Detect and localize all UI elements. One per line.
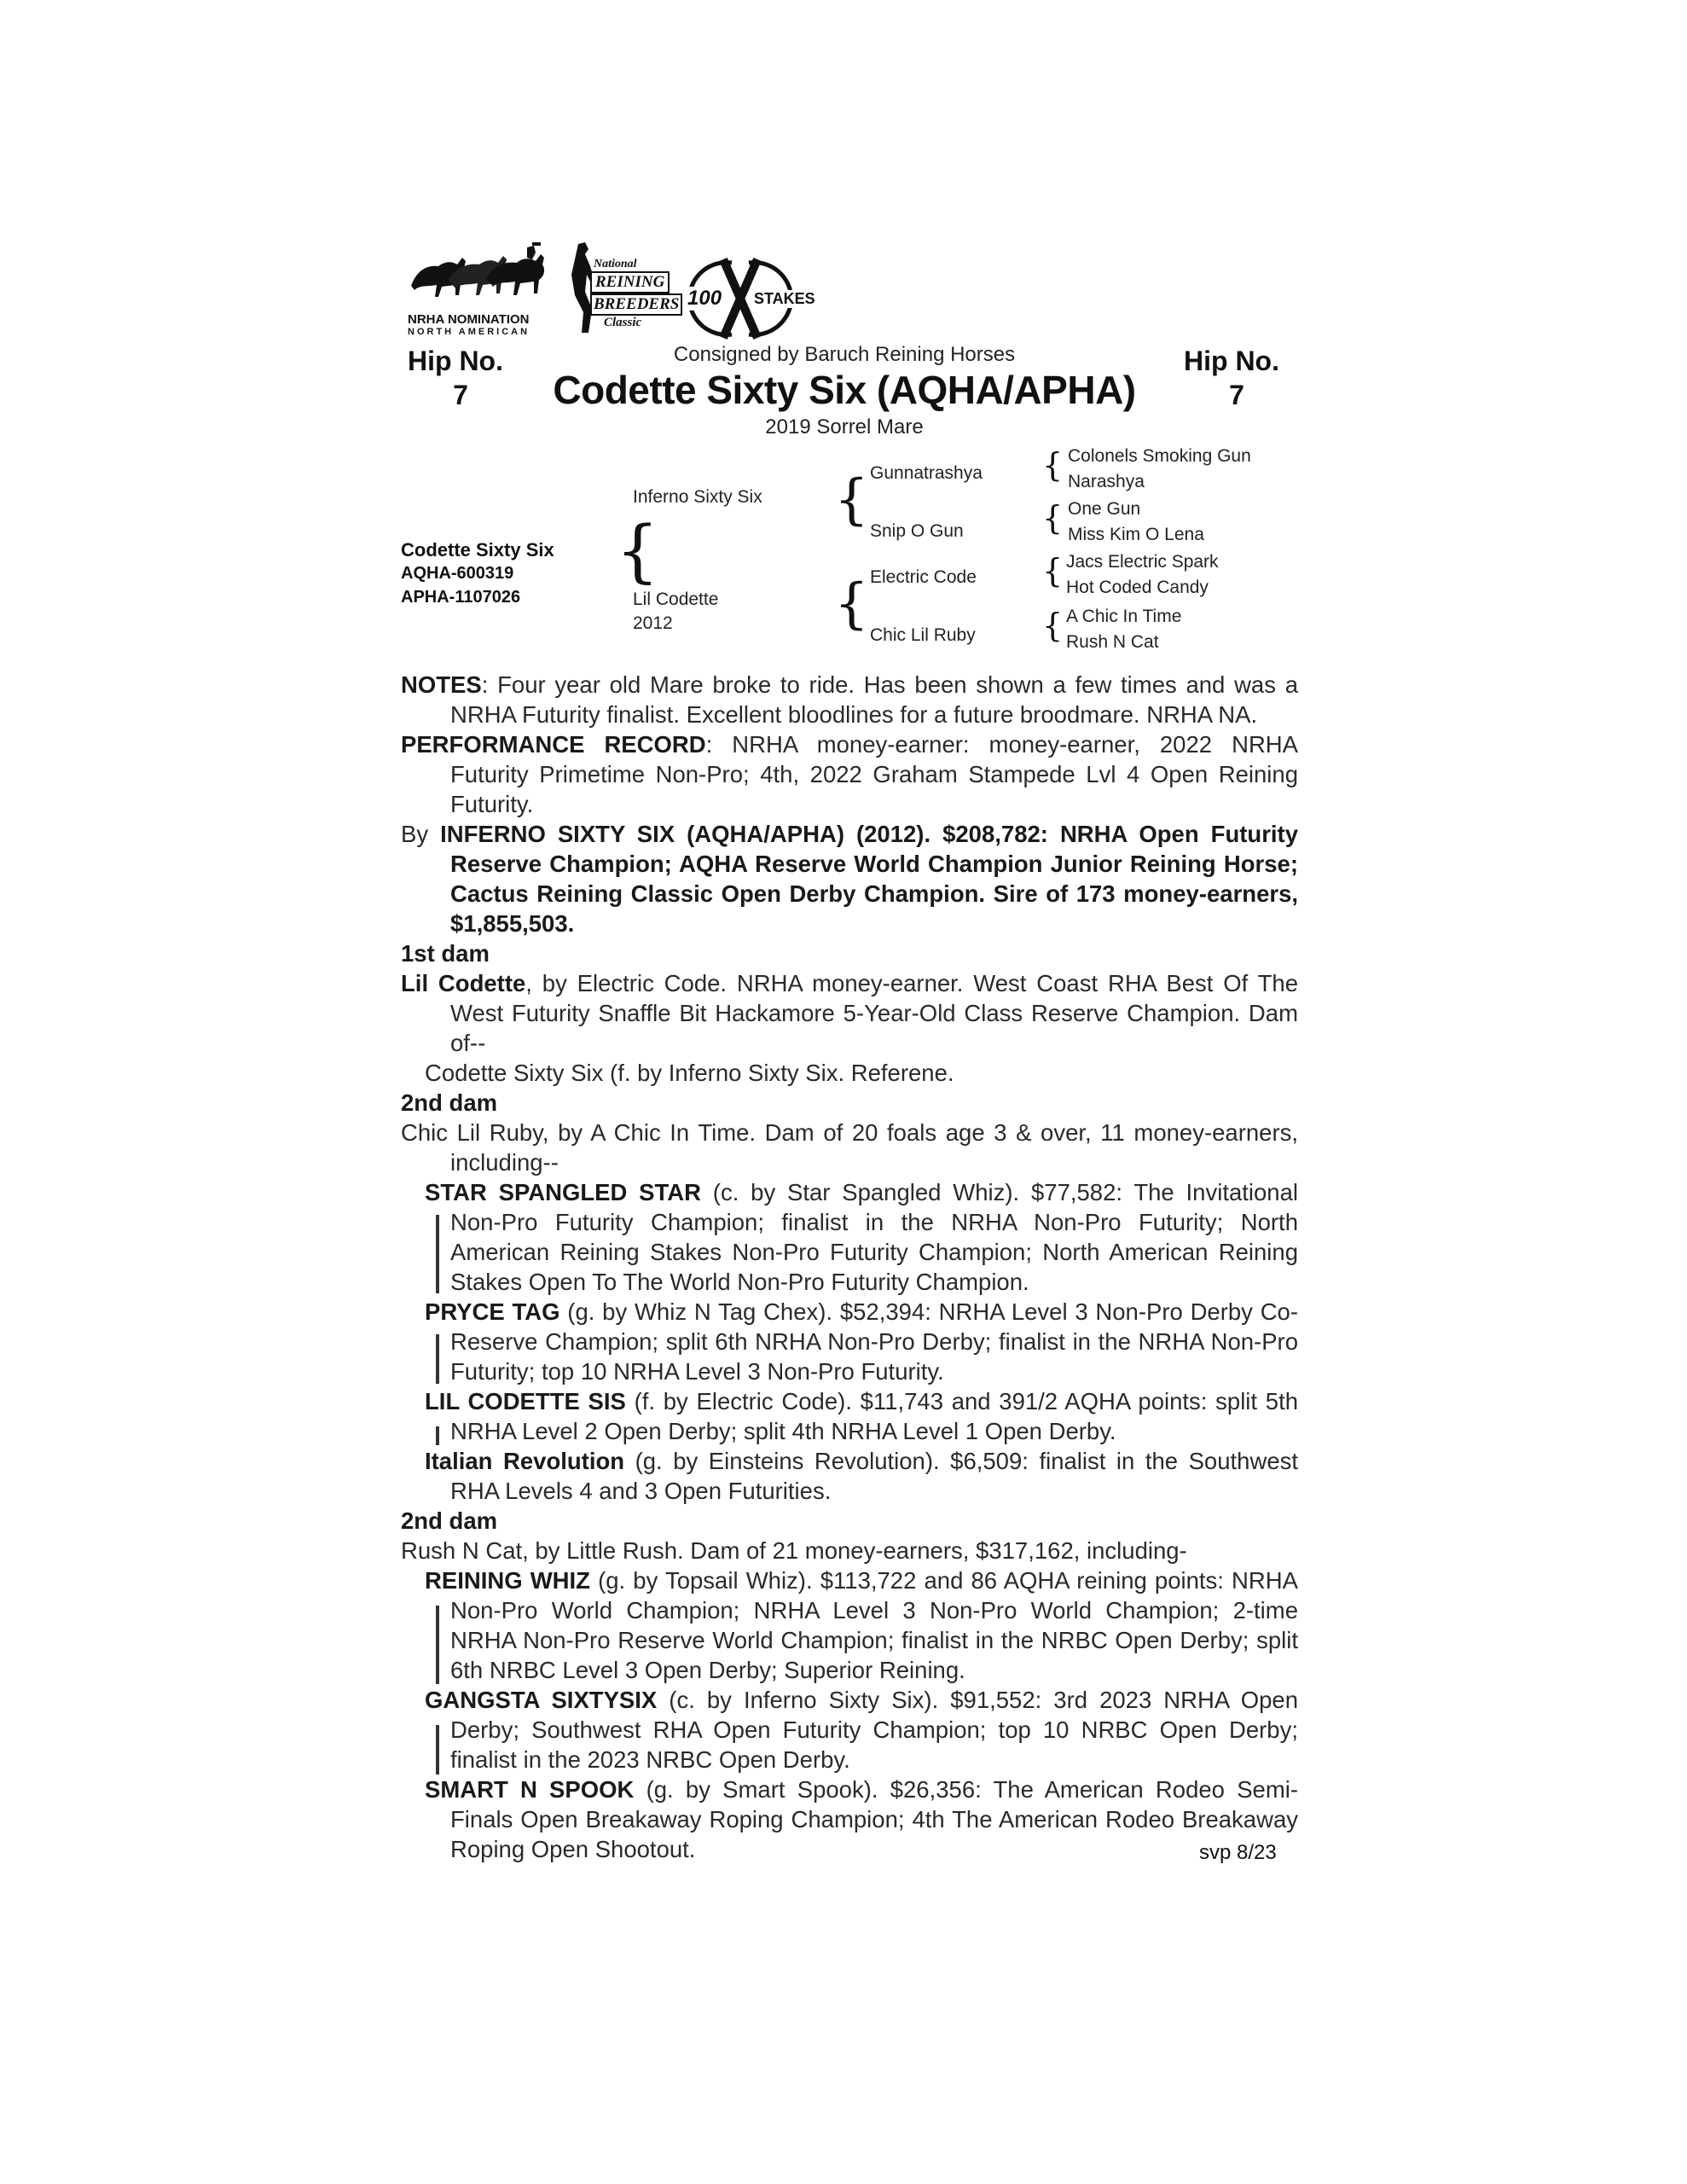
horses-silhouette-icon bbox=[408, 239, 559, 307]
offspring-entry bbox=[401, 1386, 1298, 1446]
pedigree-subject-name: Codette Sixty Six bbox=[401, 539, 554, 561]
offspring-entry bbox=[401, 1177, 1298, 1297]
consigned-by: Consigned by Baruch Reining Horses bbox=[673, 343, 1016, 366]
pedigree-sds: One Gun bbox=[1068, 499, 1141, 519]
pedigree-ssd: Narashya bbox=[1068, 472, 1145, 491]
pedigree-dd: Chic Lil Ruby bbox=[870, 625, 976, 645]
performance-label: PERFORMANCE RECORD bbox=[401, 731, 706, 758]
earner-bar bbox=[436, 1606, 439, 1684]
offspring-entry bbox=[401, 1774, 1298, 1864]
performance-paragraph bbox=[401, 729, 1298, 819]
second-dam-heading-1: 2nd dam bbox=[401, 1089, 498, 1116]
footer-code: svp 8/23 bbox=[1199, 1841, 1277, 1864]
offspring-text: (f. by Electric Code). $11,743 and 391/2 AQHA points: split 5th NRHA Level 2 Open Derby; split 4th NRHA Level 1 Open Derby. bbox=[450, 1388, 1298, 1444]
first-dam-paragraph bbox=[401, 968, 1298, 1058]
offspring-entry bbox=[401, 1297, 1298, 1386]
sire-text: INFERNO SIXTY SIX (AQHA/APHA) (2012). $208,782: NRHA Open Futurity Reserve Champion; AQHA Reserve World Champion Junior Reining Horse; Cactus Reining Classic Open Derby Champion. Sire of 173 money-earners, $1,855,503. bbox=[440, 821, 1298, 937]
pedigree-dss: Jacs Electric Spark bbox=[1066, 552, 1219, 572]
pedigree-ddd: Rush N Cat bbox=[1066, 632, 1159, 652]
offspring-text: (g. by Topsail Whiz). $113,722 and 86 AQHA reining points: NRHA Non-Pro World Champion; NRHA Level 3 Non-Pro World Champion; 2-time NRHA Non-Pro Reserve World Champion; finalist in the NRBC Open Derby; split 6th NRBC Level 3 Open Derby; Superior Reining. bbox=[450, 1567, 1298, 1683]
nrbc-logo-line3: BREEDERS bbox=[590, 293, 682, 316]
brace-sd: { bbox=[1042, 499, 1064, 537]
100x-stakes-logo bbox=[681, 256, 815, 341]
pedigree-sdd: Miss Kim O Lena bbox=[1068, 525, 1204, 544]
offspring-text: (g. by Einsteins Revolution). $6,509: finalist in the Southwest RHA Levels 4 and 3 Open Futurities. bbox=[450, 1448, 1299, 1504]
first-dam-heading: 1st dam bbox=[401, 940, 490, 967]
earner-bar bbox=[436, 1334, 439, 1384]
pedigree-dds: A Chic In Time bbox=[1066, 607, 1182, 626]
brace-sire: { bbox=[834, 468, 869, 531]
nrha-nomination-logo bbox=[408, 239, 559, 340]
pedigree-ss: Gunnatrashya bbox=[870, 463, 983, 483]
stakes-logo-number: 100 bbox=[687, 287, 722, 310]
earner-bar bbox=[436, 1426, 439, 1445]
offspring-entry bbox=[401, 1446, 1298, 1506]
notes-text: : Four year old Mare broke to ride. Has been shown a few times and was a NRHA Futurity finalist. Excellent bloodlines for a future broodmare. NRHA NA. bbox=[450, 671, 1298, 728]
nrbc-logo-line2: REINING bbox=[590, 271, 670, 293]
foaling-info: 2019 Sorrel Mare bbox=[765, 415, 924, 439]
second-dam-heading-2: 2nd dam bbox=[401, 1507, 498, 1534]
pedigree-dsd: Hot Coded Candy bbox=[1066, 578, 1209, 597]
brace-ss: { bbox=[1042, 446, 1064, 484]
pedigree-dam: Lil Codette bbox=[633, 590, 719, 609]
brace-ds: { bbox=[1042, 552, 1064, 590]
brace-dd: { bbox=[1042, 607, 1064, 644]
first-dam-text: , by Electric Code. NRHA money-earner. West Coast RHA Best Of The West Futurity Snaffle Bit Hackamore 5-Year-Old Class Reserve Champion. Dam of-- bbox=[450, 970, 1298, 1056]
first-dam-produce: Codette Sixty Six (f. by Inferno Sixty Six. Referene. bbox=[425, 1060, 954, 1086]
offspring-name: PRYCE TAG bbox=[425, 1298, 560, 1325]
offspring-name: LIL CODETTE SIS bbox=[425, 1388, 626, 1414]
nrbc-logo-line1: National bbox=[594, 258, 637, 270]
first-dam-name: Lil Codette bbox=[401, 970, 526, 996]
notes-label: NOTES bbox=[401, 671, 482, 698]
offspring-entry bbox=[401, 1685, 1298, 1774]
hip-number-right: 7 bbox=[1229, 380, 1244, 410]
page-title: Codette Sixty Six (AQHA/APHA) bbox=[553, 368, 1136, 412]
sire-prefix: By bbox=[401, 821, 441, 847]
offspring-name: SMART N SPOOK bbox=[425, 1776, 635, 1803]
notes-paragraph bbox=[401, 670, 1298, 729]
catalog-body bbox=[401, 670, 1298, 1864]
second-dam-intro-1: Chic Lil Ruby, by A Chic In Time. Dam of 20 foals age 3 & over, 11 money-earners, including-- bbox=[401, 1119, 1298, 1176]
earner-bar bbox=[436, 1215, 439, 1293]
offspring-text: (g. by Whiz N Tag Chex). $52,394: NRHA Level 3 Non-Pro Derby Co-Reserve Champion; split 6th NRHA Non-Pro Derby; finalist in the NRHA Non-Pro Futurity; top 10 NRHA Level 3 Non-Pro Futurity. bbox=[450, 1298, 1299, 1385]
hip-number-left: 7 bbox=[453, 380, 468, 410]
nrbc-logo bbox=[566, 241, 680, 341]
offspring-text: (c. by Inferno Sixty Six). $91,552: 3rd 2023 NRHA Open Derby; Southwest RHA Open Futurity Champion; top 10 NRBC Open Derby; finalist in the 2023 NRBC Open Derby. bbox=[450, 1687, 1298, 1773]
nrha-logo-line1: NRHA NOMINATION bbox=[408, 312, 530, 327]
pedigree-sss: Colonels Smoking Gun bbox=[1068, 446, 1251, 466]
pedigree-subject-aqha: AQHA-600319 bbox=[401, 564, 514, 583]
brace-subject: { bbox=[616, 511, 659, 590]
hip-label-right: Hip No. bbox=[1184, 346, 1279, 376]
offspring-name: Italian Revolution bbox=[425, 1448, 625, 1474]
pedigree-sd: Snip O Gun bbox=[870, 521, 964, 541]
stakes-logo-word: STAKES bbox=[754, 290, 815, 307]
offspring-name: REINING WHIZ bbox=[425, 1567, 590, 1594]
pedigree-dam-year: 2012 bbox=[633, 613, 673, 633]
offspring-name: GANGSTA SIXTYSIX bbox=[425, 1687, 658, 1713]
pedigree-sire: Inferno Sixty Six bbox=[633, 487, 762, 507]
offspring-entry bbox=[401, 1565, 1298, 1685]
offspring-name: STAR SPANGLED STAR bbox=[425, 1179, 701, 1205]
offspring-text: (c. by Star Spangled Whiz). $77,582: The Invitational Non-Pro Futurity Champion; finalist in the NRHA Non-Pro Futurity; North American Reining Stakes Non-Pro Futurity Champion; North American Reining Stakes Open To The World Non-Pro Futurity Champion. bbox=[450, 1179, 1298, 1295]
second-dam-intro-2: Rush N Cat, by Little Rush. Dam of 21 money-earners, $317,162, including- bbox=[401, 1537, 1187, 1564]
hip-label-left: Hip No. bbox=[408, 346, 503, 376]
sire-paragraph bbox=[401, 819, 1298, 938]
nrha-logo-line2: NORTH AMERICAN bbox=[408, 327, 530, 337]
pedigree-ds: Electric Code bbox=[870, 567, 977, 587]
offspring-text: (g. by Smart Spook). $26,356: The American Rodeo Semi-Finals Open Breakaway Roping Champion; 4th The American Rodeo Breakaway Roping Open Shootout. bbox=[450, 1776, 1298, 1862]
performance-text: : NRHA money-earner: money-earner, 2022 NRHA Futurity Primetime Non-Pro; 4th, 2022 Graham Stampede Lvl 4 Open Reining Futurity. bbox=[450, 731, 1299, 817]
pedigree-subject-apha: APHA-1107026 bbox=[401, 588, 521, 607]
earner-bar bbox=[436, 1725, 439, 1774]
brace-dam: { bbox=[834, 572, 869, 636]
nrbc-logo-line4: Classic bbox=[604, 316, 642, 329]
